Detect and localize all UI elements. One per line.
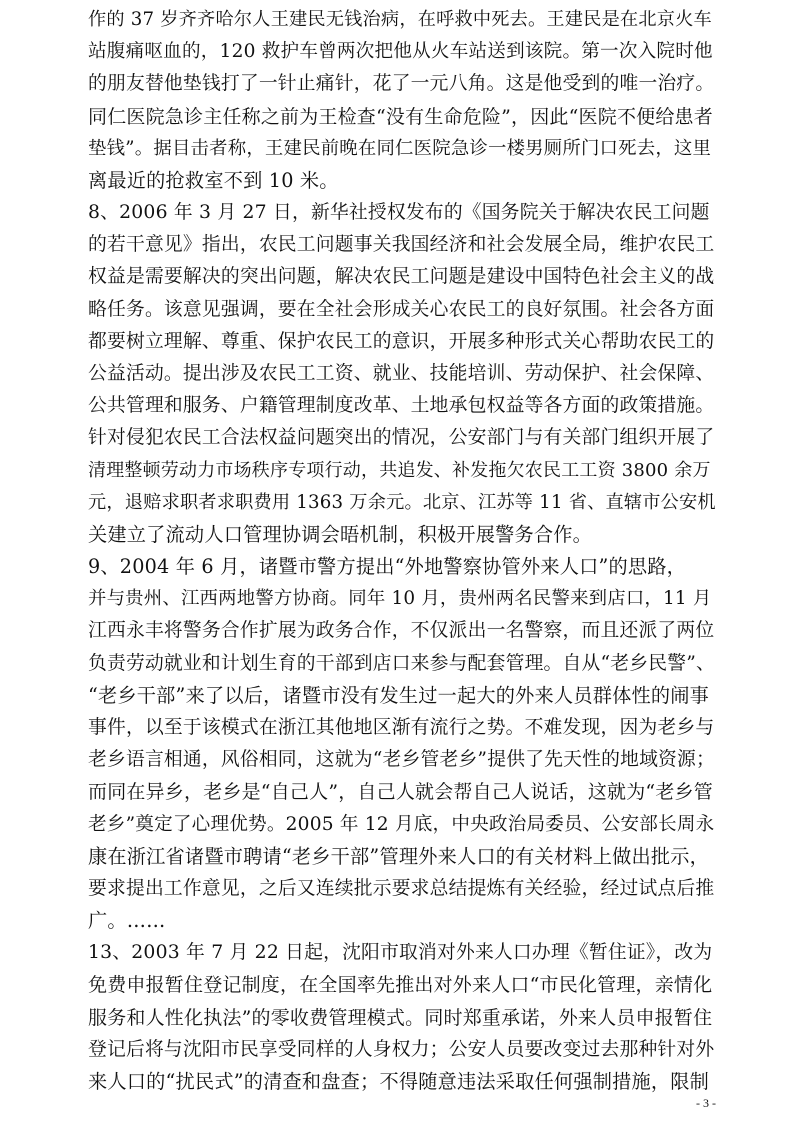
text-line: 清理整顿劳动力市场秩序专项行动，共追发、补发拖欠农民工工资 3800 余万	[88, 459, 711, 481]
text-line: 的朋友替他垫钱打了一针止痛针，花了一元八角。这是他受到的唯一治疗。	[88, 73, 715, 95]
text-line: 老乡语言相通，风俗相同，这就为“老乡管老乡”提供了先天性的地域资源；	[88, 749, 716, 771]
text-line: 关建立了流动人口管理协调会晤机制，积极开展警务合作。	[88, 522, 593, 546]
text-line: 略任务。该意见强调，要在全社会形成关心农民工的良好氛围。社会各方面	[88, 298, 715, 320]
text-line: 登记后将与沈阳市民享受同样的人身权力；公安人员要改变过去那种针对外	[88, 1038, 715, 1060]
text-line: 免费申报暂住登记制度，在全国率先推出对外来人口“市民化管理，亲情化	[88, 974, 713, 997]
text-line: 要求提出工作意见，之后又连续批示要求总结提炼有关经验，经过试点后推	[88, 877, 715, 899]
text-line: 的若干意见》指出，农民工问题事关我国经济和社会发展全局，维护农民工	[88, 234, 715, 256]
text-line: 垫钱”。据目击者称，王建民前晚在同仁医院急诊一楼男厕所门口死去，这里	[88, 137, 712, 159]
text-line: 康在浙江省诸暨市聘请“老乡干部”管理外来人口的有关材料上做出批示，	[88, 844, 710, 868]
text-line: 8、2006 年 3 月 27 日，新华社授权发布的《国务院关于解决农民工问题	[88, 202, 710, 224]
text-line: 离最近的抢救室不到 10 米。	[88, 168, 339, 192]
text-line: 针对侵犯农民工合法权益问题突出的情况，公安部门与有关部门组织开展了	[88, 427, 715, 449]
text-line: 都要树立理解、尊重、保护农民工的意识，开展多种形式关心帮助农民工的	[88, 330, 715, 352]
text-line: 作的 37 岁齐齐哈尔人王建民无钱治病，在呼救中死去。王建民是在北京火车	[88, 9, 712, 30]
text-line: 来人口的“扰民式”的清查和盘查；不得随意违法采取任何强制措施，限制	[88, 1070, 710, 1093]
text-line: 负责劳动就业和计划生育的干部到店口来参与配套管理。自从“老乡民警”、	[88, 652, 716, 674]
text-line: 站腹痛呕血的，120 救护车曾两次把他从火车站送到该院。第一次入院时他	[88, 41, 713, 63]
page-number: - 3 -	[696, 1096, 716, 1110]
text-line: 而同在异乡，老乡是“自己人”，自己人就会帮自己人说话，这就为“老乡管	[88, 781, 713, 804]
text-line: 广。……	[88, 909, 166, 933]
text-line: 元，退赔求职者求职费用 1363 万余元。北京、江苏等 11 省、直辖市公安机	[88, 491, 716, 513]
text-line: 江西永丰将警务合作扩展为政务合作，不仅派出一名警察，而且还派了两位	[88, 620, 715, 642]
text-line: 老乡”奠定了心理优势。2005 年 12 月底，中央政治局委员、公安部长周永	[88, 813, 715, 835]
text-line: 9、2004 年 6 月，诸暨市警方提出“外地警察协管外来人口”的思路，	[88, 555, 687, 579]
text-line: 权益是需要解决的突出问题，解决农民工问题是建设中国特色社会主义的战	[88, 266, 715, 288]
text-line: 公益活动。提出涉及农民工工资、就业、技能培训、劳动保护、社会保障、	[88, 363, 715, 384]
text-line: “老乡干部”来了以后，诸暨市没有发生过一起大的外来人员群体性的闹事	[88, 683, 710, 707]
text-line: 服务和人性化执法”的零收费管理模式。同时郑重承诺，外来人员申报暂住	[88, 1006, 713, 1029]
text-line: 同仁医院急诊主任称之前为王检查“没有生命危险”，因此“医院不便给患者	[88, 105, 713, 128]
text-line: 事件，以至于该模式在浙江其他地区渐有流行之势。不难发现，因为老乡与	[88, 717, 715, 738]
text-line: 13、2003 年 7 月 22 日起，沈阳市取消对外来人口办理《暂住证》，改为	[88, 942, 713, 964]
text-line: 并与贵州、江西两地警方协商。同年 10 月，贵州两名民警来到店口，11 月	[88, 588, 712, 610]
text-line: 公共管理和服务、户籍管理制度改革、土地承包权益等各方面的政策措施。	[88, 395, 715, 417]
